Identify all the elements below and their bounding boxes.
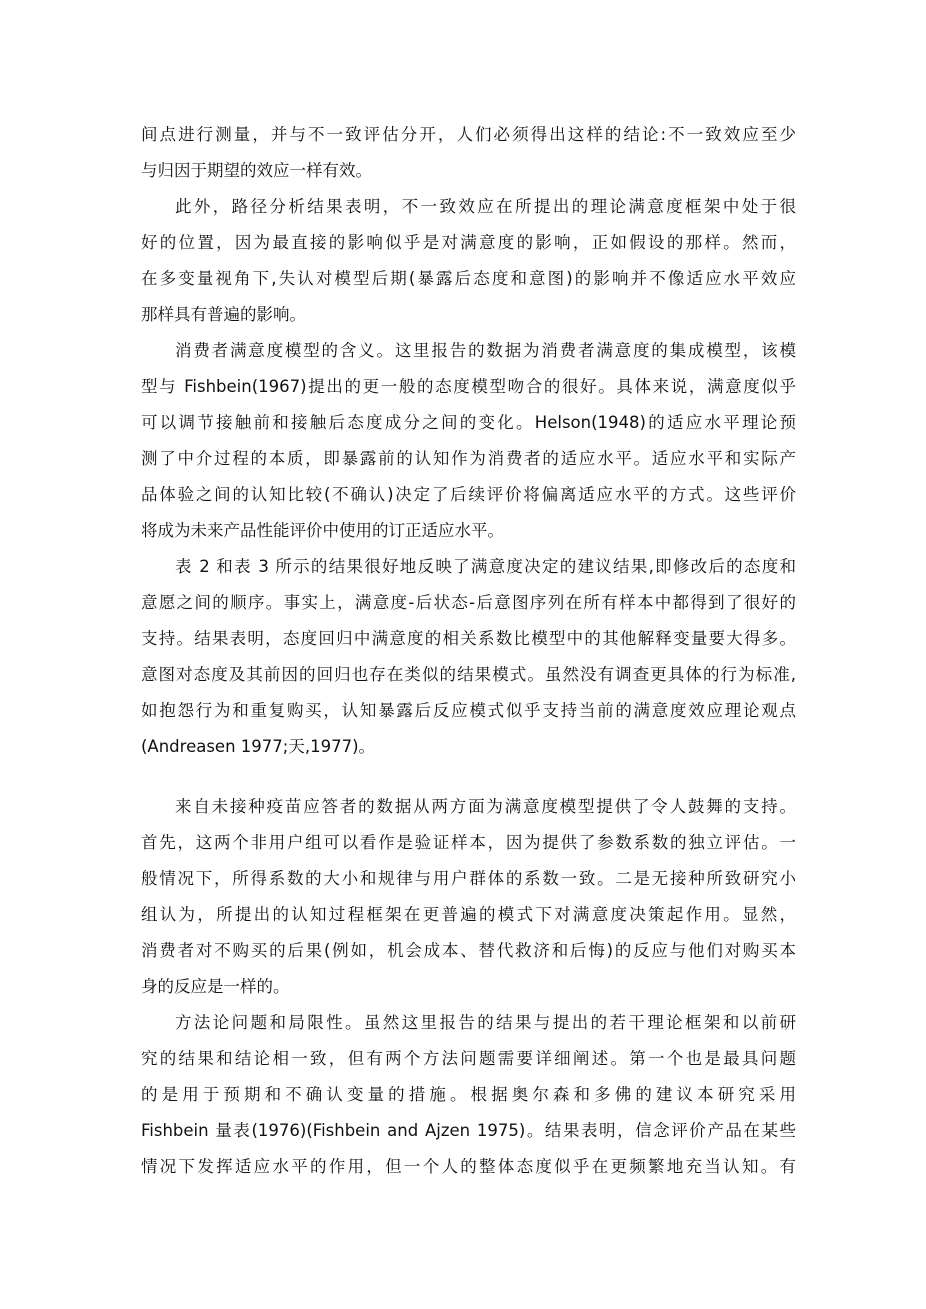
text-line: 情况下发挥适应水平的作用，但一个人的整体态度似乎在更频繁地充当认知。有 xyxy=(141,1157,796,1176)
text-line: 究的结果和结论相一致，但有两个方法问题需要详细阐述。第一个也是最具问题 xyxy=(141,1049,796,1068)
text-line: 消费者满意度模型的含义。这里报告的数据为消费者满意度的集成模型，该模 xyxy=(175,341,796,360)
text-line: 型与 Fishbein(1967)提出的更一般的态度模型吻合的很好。具体来说，满意度似乎 xyxy=(141,377,796,396)
text-line: 组认为，所提出的认知过程框架在更普遍的模式下对满意度决策起作用。显然， xyxy=(141,905,796,924)
text-line: 意图对态度及其前因的回归也存在类似的结果模式。虽然没有调查更具体的行为标准, xyxy=(141,665,796,684)
text-line: 间点进行测量，并与不一致评估分开，人们必须得出这样的结论:不一致效应至少 xyxy=(141,125,796,144)
text-line: 的是用于预期和不确认变量的措施。根据奥尔森和多佛的建议本研究采用 xyxy=(141,1085,796,1104)
paragraph-gap xyxy=(141,765,796,789)
text-line: 可以调节接触前和接触后态度成分之间的变化。Helson(1948)的适应水平理论预 xyxy=(141,413,796,432)
text-line: 身的反应是一样的。 xyxy=(141,977,290,996)
text-line: 意愿之间的顺序。事实上，满意度-后状态-后意图序列在所有样本中都得到了很好的 xyxy=(141,593,796,612)
text-line: 来自未接种疫苗应答者的数据从两方面为满意度模型提供了令人鼓舞的支持。 xyxy=(175,797,796,816)
text-line: 此外，路径分析结果表明，不一致效应在所提出的理论满意度框架中处于很 xyxy=(175,197,796,216)
paragraph xyxy=(141,549,796,765)
text-line: 那样具有普遍的影响。 xyxy=(141,305,306,324)
text-line: 般情况下，所得系数的大小和规律与用户群体的系数一致。二是无接种所致研究小 xyxy=(141,869,796,888)
text-line: 支持。结果表明，态度回归中满意度的相关系数比模型中的其他解释变量要大得多。 xyxy=(141,629,796,648)
paragraph xyxy=(141,189,796,333)
text-line: 好的位置，因为最直接的影响似乎是对满意度的影响，正如假设的那样。然而， xyxy=(141,233,796,252)
paragraph xyxy=(141,333,796,549)
text-line: 与归因于期望的效应一样有效。 xyxy=(141,161,372,180)
text-line: 消费者对不购买的后果(例如，机会成本、替代救济和后悔)的反应与他们对购买本 xyxy=(141,941,796,960)
paragraph xyxy=(141,117,796,189)
text-line: (Andreasen 1977;天,1977)。 xyxy=(141,737,376,756)
text-line: 测了中介过程的本质，即暴露前的认知作为消费者的适应水平。适应水平和实际产 xyxy=(141,449,796,468)
text-line: Fishbein 量表(1976)(Fishbein and Ajzen 1975)。结果表明，信念评价产品在某些 xyxy=(141,1121,796,1140)
text-line: 方法论问题和局限性。虽然这里报告的结果与提出的若干理论框架和以前研 xyxy=(175,1013,796,1032)
body-text xyxy=(141,117,796,1185)
text-line: 品体验之间的认知比较(不确认)决定了后续评价将偏离适应水平的方式。这些评价 xyxy=(141,485,796,504)
text-line: 将成为未来产品性能评价中使用的订正适应水平。 xyxy=(141,521,504,540)
paragraph xyxy=(141,789,796,1005)
text-line: 表 2 和表 3 所示的结果很好地反映了满意度决定的建议结果,即修改后的态度和 xyxy=(175,557,796,576)
text-line: 在多变量视角下,失认对模型后期(暴露后态度和意图)的影响并不像适应水平效应 xyxy=(141,269,796,288)
paragraph xyxy=(141,1005,796,1185)
text-line: 首先，这两个非用户组可以看作是验证样本，因为提供了参数系数的独立评估。一 xyxy=(141,833,796,852)
text-line: 如抱怨行为和重复购买，认知暴露后反应模式似乎支持当前的满意度效应理论观点 xyxy=(141,701,796,720)
